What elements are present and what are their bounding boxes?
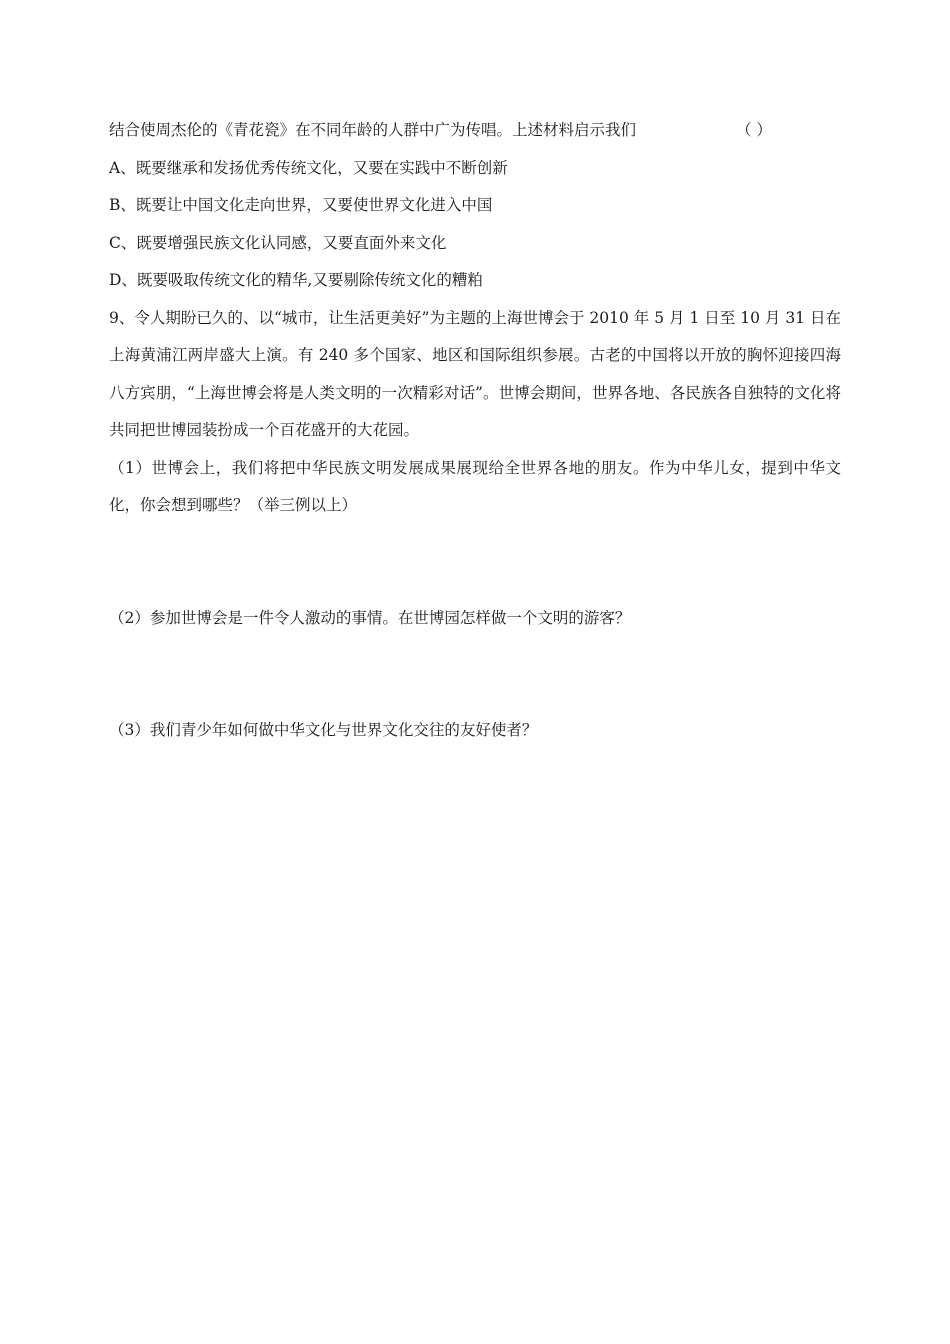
option-a: A、既要继承和发扬优秀传统文化，又要在实践中不断创新 (109, 158, 508, 177)
question-8-stem-tail: 结合使周杰伦的《青花瓷》在不同年龄的人群中广为传唱。上述材料启示我们 (109, 121, 637, 139)
option-d: D、既要吸取传统文化的精华,又要剔除传统文化的糟粕 (109, 271, 483, 289)
option-b: B、既要让中国文化走向世界，又要使世界文化进入中国 (109, 196, 493, 214)
sub-question-2: （2）参加世博会是一件令人激动的事情。在世博园怎样做一个文明的游客？ (109, 608, 631, 627)
answer-space-2 (109, 637, 841, 712)
question-8-stem-row (109, 112, 841, 150)
sub-question-1: （1）世博会上，我们将把中华民族文明发展成果展现给全世界各地的朋友。作为中华儿女，提到中华文化，你会想到哪些？（举三例以上） (109, 458, 841, 514)
option-c: C、既要增强民族文化认同感，又要直面外来文化 (109, 233, 447, 252)
answer-parentheses: （ ） (736, 121, 772, 139)
answer-space-1 (109, 525, 841, 600)
question-9-stem: 9、令人期盼已久的、以“城市，让生活更美好”为主题的上海世博会于 2010 年 5 月 1 日至 10 月 31 日在上海黄浦江两岸盛大上演。有 240 多个国家、地区和国际组织参展。古老的中国将以开放的胸怀迎接四海八方宾朋，“上海世博会将是人类文明的一次精彩对话”。世博会期间，世界各地、各民族各自独特的文化将共同把世博园装扮成一个百花盛开的大花园。 (109, 308, 841, 439)
document-content (109, 112, 841, 750)
sub-question-3: （3）我们青少年如何做中华文化与世界文化交往的友好使者？ (109, 721, 538, 739)
